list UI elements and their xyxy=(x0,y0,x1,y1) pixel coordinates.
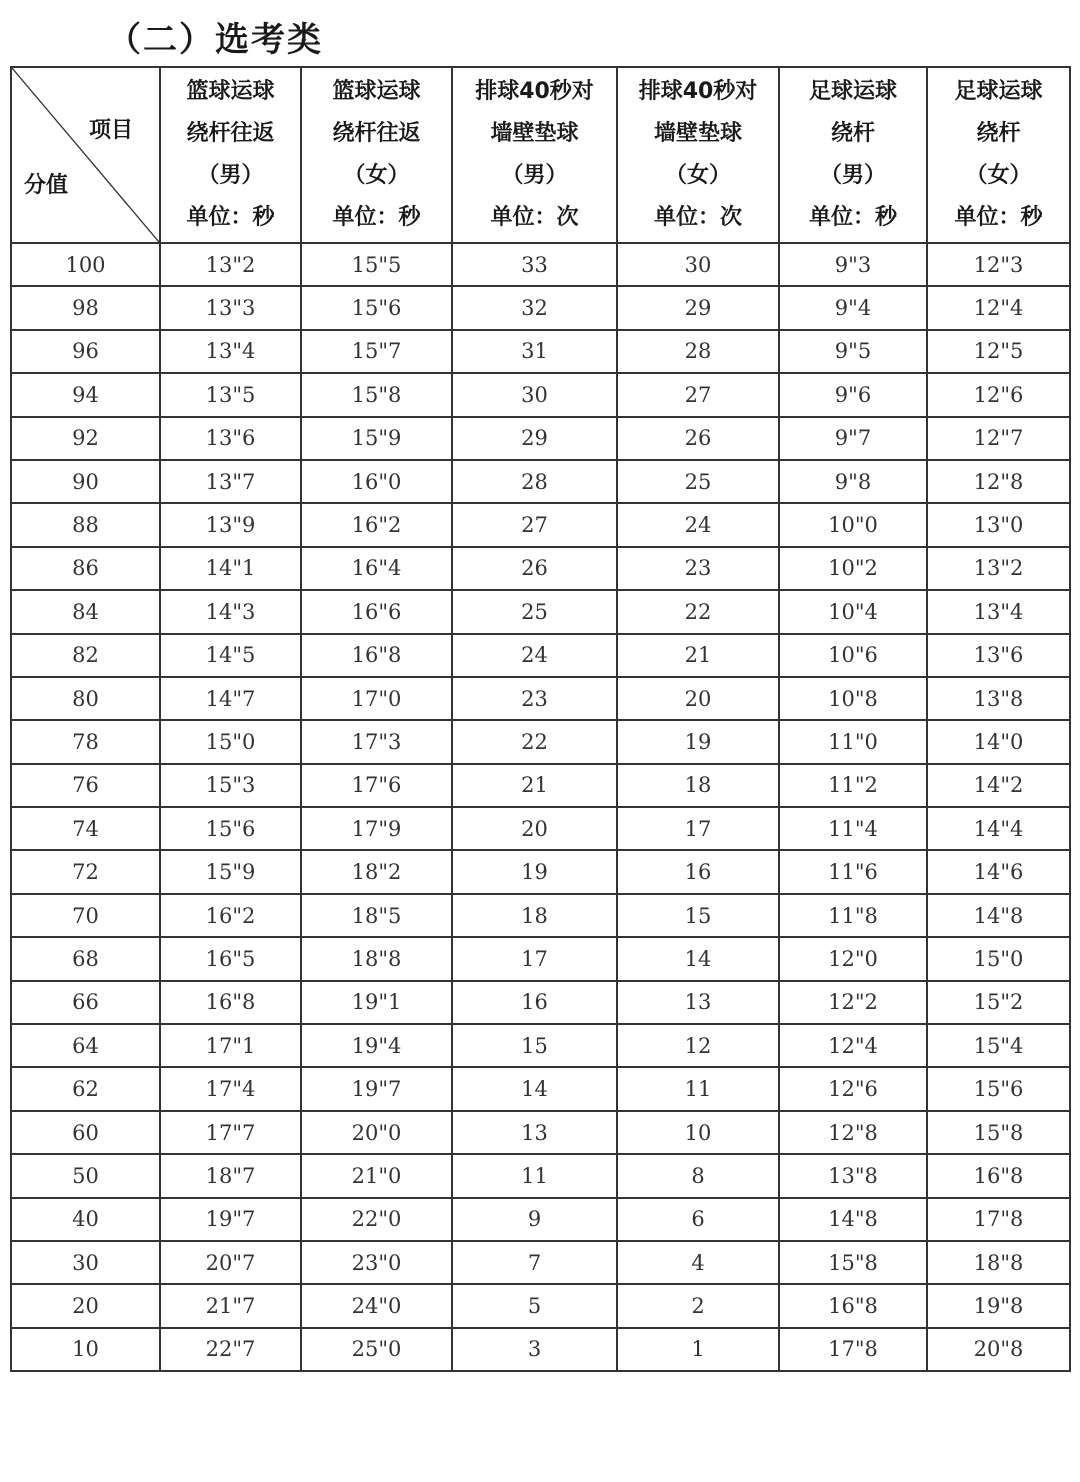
basketball-male-cell: 13"2 xyxy=(160,243,301,286)
football-female-cell: 15"2 xyxy=(927,981,1070,1024)
football-female-cell: 13"6 xyxy=(927,634,1070,677)
volleyball-female-cell: 23 xyxy=(617,547,779,590)
column-header-line: 墙壁垫球 xyxy=(490,121,579,146)
header-row xyxy=(11,67,1070,243)
basketball-male-cell: 14"5 xyxy=(160,634,301,677)
basketball-female-cell: 16"2 xyxy=(301,503,452,546)
football-male-cell: 11"0 xyxy=(779,720,927,763)
column-header-line: 单位：次 xyxy=(653,205,742,230)
table-row xyxy=(11,1284,1070,1327)
corner-label-score: 分值 xyxy=(24,173,69,198)
basketball-female-cell: 24"0 xyxy=(301,1284,452,1327)
volleyball-female-cell: 30 xyxy=(617,243,779,286)
score-cell: 60 xyxy=(11,1111,160,1154)
basketball-female-cell: 17"3 xyxy=(301,720,452,763)
column-header-line: 单位：秒 xyxy=(186,205,275,230)
table-row xyxy=(11,1241,1070,1284)
volleyball-female-cell: 2 xyxy=(617,1284,779,1327)
volleyball-female-cell: 21 xyxy=(617,634,779,677)
volleyball-male-cell: 27 xyxy=(452,503,617,546)
table-row xyxy=(11,1154,1070,1197)
football-male-cell: 16"8 xyxy=(779,1284,927,1327)
score-cell: 72 xyxy=(11,850,160,893)
corner-label-item: 项目 xyxy=(88,118,133,143)
football-male-cell: 10"4 xyxy=(779,590,927,633)
volleyball-male-cell: 15 xyxy=(452,1024,617,1067)
table-row xyxy=(11,1024,1070,1067)
basketball-male-cell: 13"4 xyxy=(160,330,301,373)
basketball-female-cell: 15"8 xyxy=(301,373,452,416)
football-male-cell: 10"2 xyxy=(779,547,927,590)
basketball-female-cell: 16"0 xyxy=(301,460,452,503)
column-header-line: 足球运球 xyxy=(808,79,897,104)
basketball-male-cell: 18"7 xyxy=(160,1154,301,1197)
column-header-line: 单位：秒 xyxy=(808,205,897,230)
table-row xyxy=(11,720,1070,763)
table-row xyxy=(11,894,1070,937)
football-female-cell: 13"2 xyxy=(927,547,1070,590)
volleyball-male-cell: 20 xyxy=(452,807,617,850)
football-female-cell: 19"8 xyxy=(927,1284,1070,1327)
volleyball-male-cell: 11 xyxy=(452,1154,617,1197)
table-row xyxy=(11,547,1070,590)
section-title: （二）选考类 xyxy=(107,20,323,60)
score-cell: 30 xyxy=(11,1241,160,1284)
basketball-male-cell: 16"2 xyxy=(160,894,301,937)
volleyball-male-cell: 25 xyxy=(452,590,617,633)
football-female-cell: 12"6 xyxy=(927,373,1070,416)
score-cell: 94 xyxy=(11,373,160,416)
basketball-male-cell: 15"3 xyxy=(160,764,301,807)
football-male-cell: 15"8 xyxy=(779,1241,927,1284)
column-header-football-female xyxy=(927,67,1070,243)
basketball-female-cell: 15"9 xyxy=(301,417,452,460)
volleyball-female-cell: 28 xyxy=(617,330,779,373)
basketball-male-cell: 15"6 xyxy=(160,807,301,850)
volleyball-female-cell: 4 xyxy=(617,1241,779,1284)
football-female-cell: 14"2 xyxy=(927,764,1070,807)
volleyball-female-cell: 12 xyxy=(617,1024,779,1067)
football-male-cell: 10"8 xyxy=(779,677,927,720)
volleyball-male-cell: 24 xyxy=(452,634,617,677)
column-header-line: （女） xyxy=(664,163,731,188)
score-cell: 64 xyxy=(11,1024,160,1067)
table-row xyxy=(11,850,1070,893)
basketball-male-cell: 14"7 xyxy=(160,677,301,720)
basketball-male-cell: 14"3 xyxy=(160,590,301,633)
table-row xyxy=(11,286,1070,329)
column-header-line: 绕杆往返 xyxy=(186,121,275,146)
football-male-cell: 12"2 xyxy=(779,981,927,1024)
basketball-female-cell: 18"8 xyxy=(301,937,452,980)
table-row xyxy=(11,981,1070,1024)
football-male-cell: 12"4 xyxy=(779,1024,927,1067)
table-row xyxy=(11,677,1070,720)
football-female-cell: 12"4 xyxy=(927,286,1070,329)
column-header-line: 绕杆往返 xyxy=(332,121,421,146)
basketball-male-cell: 16"5 xyxy=(160,937,301,980)
basketball-male-cell: 16"8 xyxy=(160,981,301,1024)
football-male-cell: 13"8 xyxy=(779,1154,927,1197)
volleyball-female-cell: 1 xyxy=(617,1328,779,1371)
basketball-male-cell: 17"1 xyxy=(160,1024,301,1067)
volleyball-male-cell: 23 xyxy=(452,677,617,720)
basketball-female-cell: 17"9 xyxy=(301,807,452,850)
basketball-female-cell: 19"7 xyxy=(301,1067,452,1110)
basketball-female-cell: 19"4 xyxy=(301,1024,452,1067)
basketball-female-cell: 19"1 xyxy=(301,981,452,1024)
score-cell: 78 xyxy=(11,720,160,763)
football-female-cell: 16"8 xyxy=(927,1154,1070,1197)
basketball-female-cell: 15"7 xyxy=(301,330,452,373)
column-header-line: 单位：秒 xyxy=(332,205,421,230)
football-female-cell: 12"7 xyxy=(927,417,1070,460)
football-female-cell: 15"8 xyxy=(927,1111,1070,1154)
volleyball-male-cell: 5 xyxy=(452,1284,617,1327)
score-cell: 92 xyxy=(11,417,160,460)
score-cell: 68 xyxy=(11,937,160,980)
volleyball-male-cell: 28 xyxy=(452,460,617,503)
volleyball-male-cell: 9 xyxy=(452,1198,617,1241)
basketball-female-cell: 25"0 xyxy=(301,1328,452,1371)
basketball-male-cell: 15"0 xyxy=(160,720,301,763)
table-row xyxy=(11,807,1070,850)
score-table xyxy=(10,66,1071,1372)
football-male-cell: 12"8 xyxy=(779,1111,927,1154)
volleyball-male-cell: 22 xyxy=(452,720,617,763)
basketball-female-cell: 16"6 xyxy=(301,590,452,633)
volleyball-male-cell: 29 xyxy=(452,417,617,460)
football-male-cell: 17"8 xyxy=(779,1328,927,1371)
column-header-line: （男） xyxy=(197,163,264,188)
basketball-male-cell: 17"4 xyxy=(160,1067,301,1110)
basketball-female-cell: 17"0 xyxy=(301,677,452,720)
volleyball-female-cell: 20 xyxy=(617,677,779,720)
volleyball-female-cell: 16 xyxy=(617,850,779,893)
diagonal-divider xyxy=(12,68,159,242)
score-cell: 86 xyxy=(11,547,160,590)
column-header-line: 单位：次 xyxy=(490,205,579,230)
column-header-line: 排球40秒对 xyxy=(475,79,594,104)
volleyball-male-cell: 13 xyxy=(452,1111,617,1154)
football-male-cell: 9"6 xyxy=(779,373,927,416)
score-cell: 50 xyxy=(11,1154,160,1197)
football-male-cell: 11"2 xyxy=(779,764,927,807)
column-header-line: 单位：秒 xyxy=(954,205,1043,230)
column-header-line: 足球运球 xyxy=(954,79,1043,104)
score-cell: 76 xyxy=(11,764,160,807)
volleyball-male-cell: 7 xyxy=(452,1241,617,1284)
football-female-cell: 12"3 xyxy=(927,243,1070,286)
football-male-cell: 11"6 xyxy=(779,850,927,893)
column-header-line: 绕杆 xyxy=(976,121,1021,146)
football-female-cell: 15"4 xyxy=(927,1024,1070,1067)
basketball-male-cell: 13"5 xyxy=(160,373,301,416)
volleyball-female-cell: 26 xyxy=(617,417,779,460)
score-cell: 100 xyxy=(11,243,160,286)
football-male-cell: 9"4 xyxy=(779,286,927,329)
football-female-cell: 17"8 xyxy=(927,1198,1070,1241)
basketball-male-cell: 19"7 xyxy=(160,1198,301,1241)
basketball-male-cell: 15"9 xyxy=(160,850,301,893)
table-row xyxy=(11,634,1070,677)
basketball-female-cell: 20"0 xyxy=(301,1111,452,1154)
football-female-cell: 12"8 xyxy=(927,460,1070,503)
volleyball-male-cell: 31 xyxy=(452,330,617,373)
football-male-cell: 11"8 xyxy=(779,894,927,937)
column-header-line: （女） xyxy=(343,163,410,188)
football-female-cell: 20"8 xyxy=(927,1328,1070,1371)
volleyball-male-cell: 30 xyxy=(452,373,617,416)
basketball-female-cell: 16"4 xyxy=(301,547,452,590)
basketball-male-cell: 20"7 xyxy=(160,1241,301,1284)
football-male-cell: 10"0 xyxy=(779,503,927,546)
column-header-line: （女） xyxy=(965,163,1032,188)
table-row xyxy=(11,460,1070,503)
volleyball-female-cell: 11 xyxy=(617,1067,779,1110)
volleyball-female-cell: 10 xyxy=(617,1111,779,1154)
volleyball-male-cell: 18 xyxy=(452,894,617,937)
score-cell: 80 xyxy=(11,677,160,720)
volleyball-female-cell: 15 xyxy=(617,894,779,937)
volleyball-male-cell: 26 xyxy=(452,547,617,590)
score-cell: 70 xyxy=(11,894,160,937)
volleyball-female-cell: 27 xyxy=(617,373,779,416)
table-row xyxy=(11,590,1070,633)
volleyball-male-cell: 3 xyxy=(452,1328,617,1371)
column-header-line: 绕杆 xyxy=(830,121,875,146)
table-row xyxy=(11,937,1070,980)
table-row xyxy=(11,1067,1070,1110)
football-female-cell: 13"0 xyxy=(927,503,1070,546)
column-header-line: 墙壁垫球 xyxy=(653,121,742,146)
basketball-male-cell: 13"6 xyxy=(160,417,301,460)
column-header-basketball-female xyxy=(301,67,452,243)
score-cell: 62 xyxy=(11,1067,160,1110)
football-female-cell: 14"4 xyxy=(927,807,1070,850)
football-male-cell: 9"7 xyxy=(779,417,927,460)
table-row xyxy=(11,330,1070,373)
volleyball-female-cell: 6 xyxy=(617,1198,779,1241)
football-male-cell: 9"5 xyxy=(779,330,927,373)
basketball-female-cell: 18"2 xyxy=(301,850,452,893)
football-female-cell: 18"8 xyxy=(927,1241,1070,1284)
volleyball-male-cell: 17 xyxy=(452,937,617,980)
football-male-cell: 14"8 xyxy=(779,1198,927,1241)
volleyball-female-cell: 13 xyxy=(617,981,779,1024)
table-row xyxy=(11,1111,1070,1154)
column-header-football-male xyxy=(779,67,927,243)
basketball-female-cell: 15"5 xyxy=(301,243,452,286)
volleyball-female-cell: 14 xyxy=(617,937,779,980)
football-male-cell: 9"8 xyxy=(779,460,927,503)
football-female-cell: 14"8 xyxy=(927,894,1070,937)
column-header-volleyball-female xyxy=(617,67,779,243)
column-header-line: 篮球运球 xyxy=(332,79,421,104)
score-cell: 20 xyxy=(11,1284,160,1327)
column-header-line: （男） xyxy=(819,163,886,188)
volleyball-female-cell: 18 xyxy=(617,764,779,807)
table-row xyxy=(11,1198,1070,1241)
basketball-female-cell: 23"0 xyxy=(301,1241,452,1284)
volleyball-male-cell: 19 xyxy=(452,850,617,893)
column-header-basketball-male xyxy=(160,67,301,243)
football-male-cell: 10"6 xyxy=(779,634,927,677)
basketball-female-cell: 15"6 xyxy=(301,286,452,329)
volleyball-female-cell: 8 xyxy=(617,1154,779,1197)
volleyball-male-cell: 21 xyxy=(452,764,617,807)
table-row xyxy=(11,243,1070,286)
volleyball-female-cell: 24 xyxy=(617,503,779,546)
basketball-male-cell: 14"1 xyxy=(160,547,301,590)
volleyball-male-cell: 33 xyxy=(452,243,617,286)
basketball-male-cell: 21"7 xyxy=(160,1284,301,1327)
volleyball-female-cell: 25 xyxy=(617,460,779,503)
basketball-female-cell: 18"5 xyxy=(301,894,452,937)
basketball-male-cell: 13"9 xyxy=(160,503,301,546)
basketball-female-cell: 22"0 xyxy=(301,1198,452,1241)
basketball-female-cell: 16"8 xyxy=(301,634,452,677)
column-header-line: 排球40秒对 xyxy=(638,79,758,104)
basketball-male-cell: 17"7 xyxy=(160,1111,301,1154)
table-row xyxy=(11,1328,1070,1371)
score-cell: 10 xyxy=(11,1328,160,1371)
score-cell: 40 xyxy=(11,1198,160,1241)
football-female-cell: 14"0 xyxy=(927,720,1070,763)
volleyball-female-cell: 29 xyxy=(617,286,779,329)
basketball-male-cell: 13"3 xyxy=(160,286,301,329)
football-female-cell: 13"4 xyxy=(927,590,1070,633)
basketball-female-cell: 21"0 xyxy=(301,1154,452,1197)
football-male-cell: 12"0 xyxy=(779,937,927,980)
volleyball-male-cell: 14 xyxy=(452,1067,617,1110)
football-female-cell: 14"6 xyxy=(927,850,1070,893)
score-cell: 90 xyxy=(11,460,160,503)
volleyball-female-cell: 17 xyxy=(617,807,779,850)
football-female-cell: 12"5 xyxy=(927,330,1070,373)
column-header-volleyball-male xyxy=(452,67,617,243)
corner-header-cell xyxy=(11,67,160,243)
table-row xyxy=(11,503,1070,546)
score-cell: 74 xyxy=(11,807,160,850)
basketball-male-cell: 22"7 xyxy=(160,1328,301,1371)
football-female-cell: 15"0 xyxy=(927,937,1070,980)
table-row xyxy=(11,764,1070,807)
column-header-line: 篮球运球 xyxy=(186,79,275,104)
football-male-cell: 11"4 xyxy=(779,807,927,850)
column-header-line: （男） xyxy=(501,163,568,188)
score-cell: 84 xyxy=(11,590,160,633)
score-cell: 66 xyxy=(11,981,160,1024)
football-male-cell: 12"6 xyxy=(779,1067,927,1110)
volleyball-male-cell: 32 xyxy=(452,286,617,329)
score-cell: 88 xyxy=(11,503,160,546)
volleyball-female-cell: 19 xyxy=(617,720,779,763)
table-header xyxy=(11,67,1070,243)
football-female-cell: 13"8 xyxy=(927,677,1070,720)
table-row xyxy=(11,373,1070,416)
table-row xyxy=(11,417,1070,460)
score-cell: 96 xyxy=(11,330,160,373)
basketball-female-cell: 17"6 xyxy=(301,764,452,807)
basketball-male-cell: 13"7 xyxy=(160,460,301,503)
volleyball-male-cell: 16 xyxy=(452,981,617,1024)
volleyball-female-cell: 22 xyxy=(617,590,779,633)
football-female-cell: 15"6 xyxy=(927,1067,1070,1110)
score-cell: 98 xyxy=(11,286,160,329)
score-cell: 82 xyxy=(11,634,160,677)
table-body xyxy=(11,243,1070,1371)
football-male-cell: 9"3 xyxy=(779,243,927,286)
